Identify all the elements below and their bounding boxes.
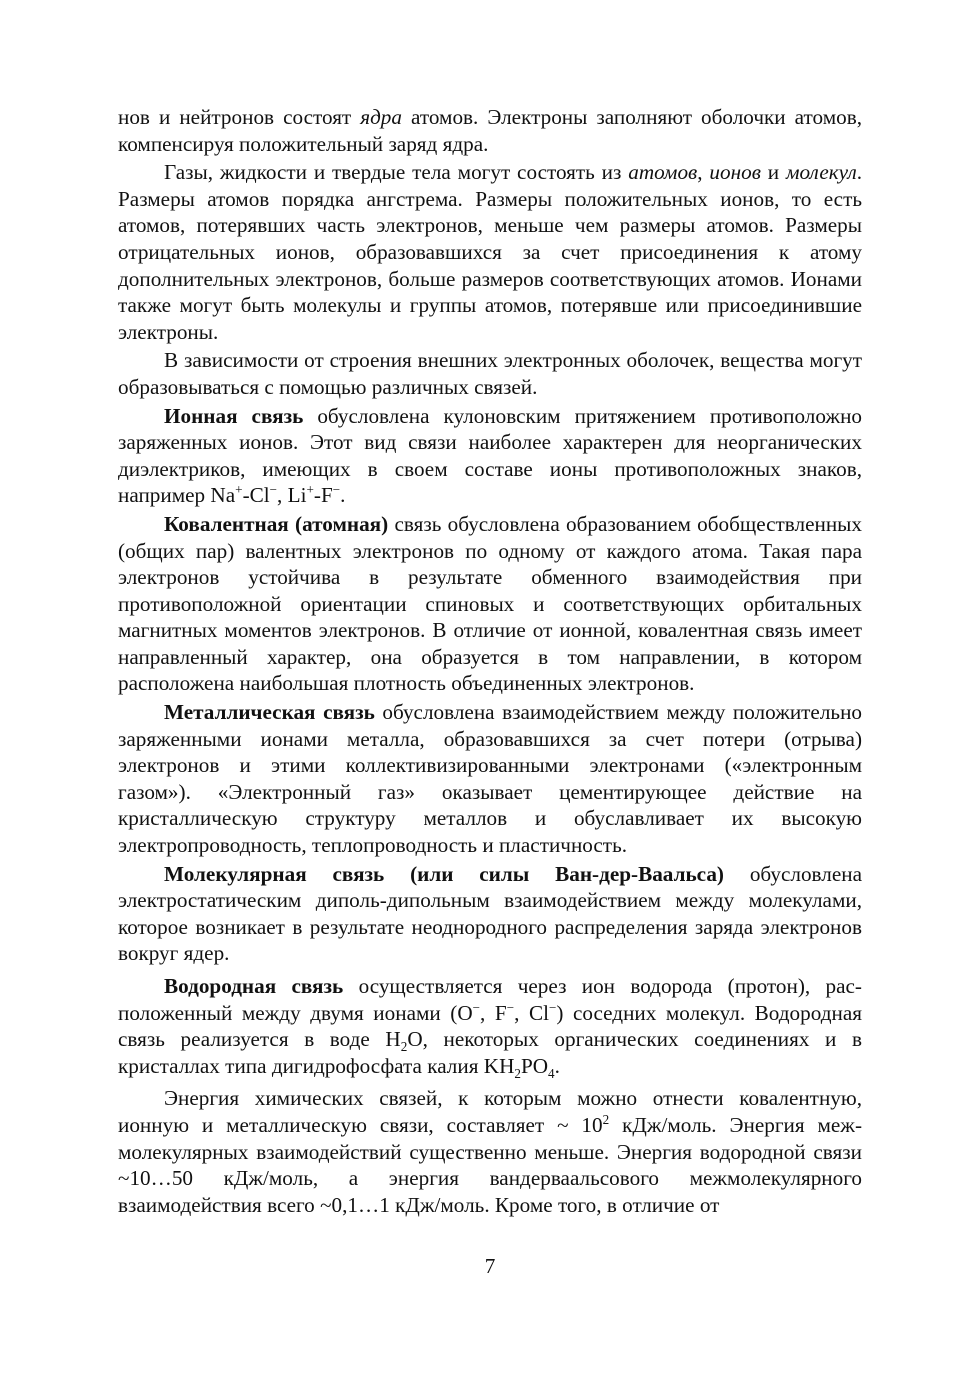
text-run: , [697,160,710,185]
text-run: обусловлена взаимодействием между положительно заряженными ионами металла, образовавшихся за счет потери (отрыва) электронов и этими коллективизированными электронами («электронным газом»). «Электронный газ» оказывает цементирующее действие на кристаллическую структуру металлов и обуславливает их высокую электропроводность, теплопроводность и пластичность. [118,700,863,858]
paragraph-metallic-bond [118,699,862,859]
superscript: − [269,482,278,498]
text-run: и [760,160,786,185]
bold-term: Водородная связь [164,974,344,998]
superscript: + [235,482,243,498]
paragraph-molecular-bond [118,861,862,967]
text-run: атомов. Электроны заполняют оболочки атомов, компенсируя положительный заряд ядра. [118,105,862,156]
text-run: связь обусловлена образованием обобществленных (общих пар) валентных электронов по одному от каждого атома. Такая пара электронов устойчива в результате обменного взаимодействия при противоположной ориентации спиновых и соответствующих орбитальных магнитных моментов электронов. В отличие от ионной, ковалентная связь имеет направленный характер, она образуется в том направлении, в котором расположена наибольшая плотность объединенных электронов. [118,511,863,696]
superscript: − [332,482,341,498]
paragraph-nuclei [118,104,862,157]
text-run: Газы, жидкости и твердые тела могут состоять из [164,160,629,185]
superscript: − [506,999,515,1015]
text-run: PO [520,1053,549,1078]
italic-term: молекул [785,160,857,185]
text-run: . Размеры атомов порядка ангстрема. Размеры положительных ионов, то есть атомов, потерявших часть электронов, меньше чем размеры атомов. Размеры отрицательных ионов, образовавшихся за счет присоединения к атому дополнительных электронов, больше размеров соответствующих атомов. Ионами также могут быть молекулы и группы атомов, потерявше или присоединившие электроны. [118,160,863,344]
superscript: − [548,999,557,1015]
bold-term: Ковалентная (атомная) [164,511,389,536]
paragraph-gases-liquids-solids [118,159,862,345]
text-run: ) соседних молекул. Водородная связь реализуется в воде H [118,1000,862,1052]
text-run: обусловлена электростатическим диполь-дипольным взаимодействием между молекулами, которое возникает в результате неоднородного распределения заряда электронов вокруг ядер. [118,861,862,966]
text-run: осуществляется через ион водорода (протон), расположенный между двумя ионами (O [118,974,862,1025]
page-number: 7 [484,1254,496,1278]
superscript: + [306,482,314,498]
text-run: , F [480,1000,507,1025]
subscript: 4 [548,1066,555,1082]
bold-term: Металлическая связь [164,700,375,725]
italic-term: ядра [360,105,402,129]
subscript: 2 [400,1039,408,1055]
italic-term: атомов [628,160,698,185]
italic-term: ионов [709,160,761,185]
bold-term: Молекулярная связь (или силы Ван-дер-Ваальса) [164,861,724,886]
text-run: . [554,1053,560,1078]
paragraph-bond-types-intro [118,347,862,400]
text-run: -Cl [242,483,270,508]
text-run: нов и нейтронов состоят [118,105,361,129]
paragraph-covalent-bond [118,511,862,697]
subscript: 2 [514,1066,521,1082]
text-run: обусловлена кулоновским притяжением противоположно заряженных ионов. Этот вид связи наиболее характерен для неорганических диэлектриков, имеющих в своем составе ионы противоположных знаков, например Na [118,403,863,508]
text-run: -F [313,483,333,508]
paragraph-hydrogen-bond [118,973,862,1082]
bold-term: Ионная связь [164,403,304,428]
text-run: , Cl [514,1000,549,1025]
superscript: − [472,999,481,1015]
paragraph-ionic-bond [118,403,862,509]
text-run: O, некоторых органических соединениях и в кристаллах типа дигидрофосфата калия KH [118,1027,862,1078]
superscript: 2 [602,1111,610,1127]
text-run: кДж/моль. Энергия межмолекулярных взаимодействий существенно меньше. Энергия водородной связи ~10…50 кДж/моль, а энергия вандерваальсового межмолекулярного взаимодействия всего ~0,1…1 кДж/моль. Кроме того, в отличие от [118,1112,862,1217]
paragraph-bond-energy [118,1085,862,1218]
text-run: , Li [277,483,307,508]
text-run: . [340,483,346,508]
text-run: Энергия химических связей, к которым можно отнести ковалентную, ионную и металлическую связи, составляет ~ 10 [118,1086,862,1137]
page-body [118,104,862,1220]
text-run: В зависимости от строения внешних электронных оболочек, вещества могут образовываться с помощью различных связей. [118,348,862,399]
